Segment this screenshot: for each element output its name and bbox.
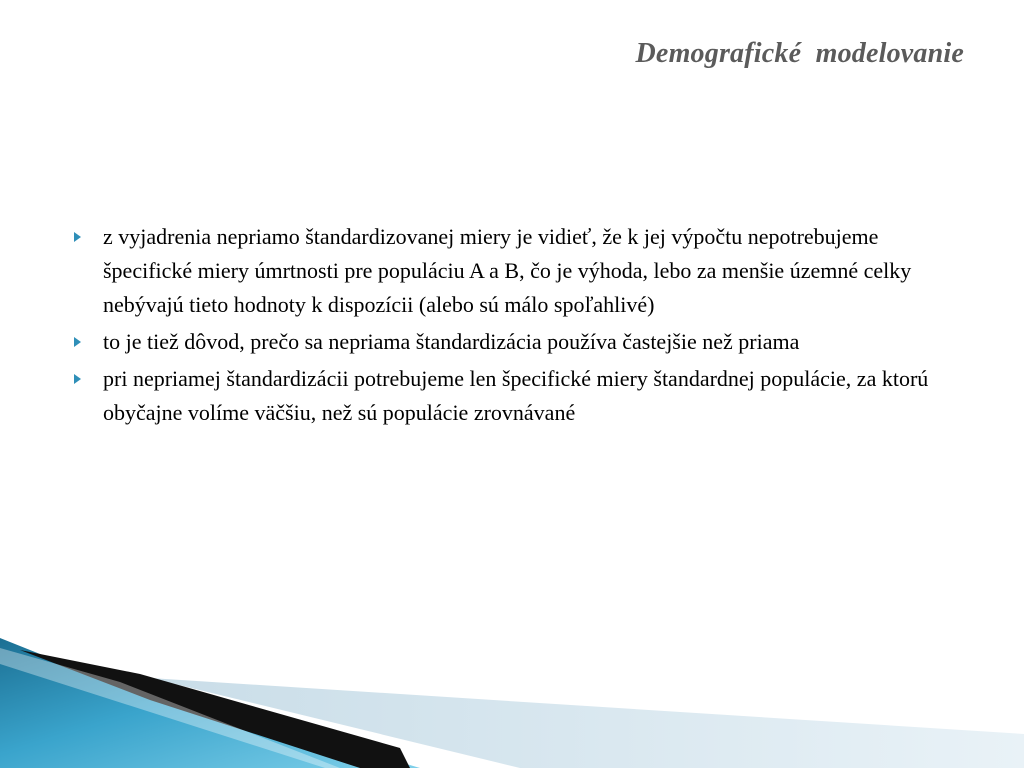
bullet-item [72, 220, 962, 322]
triangle-right-icon [74, 374, 81, 384]
bullet-item [72, 325, 962, 359]
triangle-right-icon [74, 337, 81, 347]
bullet-text: to je tiež dôvod, prečo sa nepriama štandardizácia používa častejšie než priama [103, 329, 800, 354]
bullet-list [72, 220, 962, 433]
bullet-text: pri nepriamej štandardizácii potrebujeme len špecifické miery štandardnej populácie, za ktorú obyčajne volíme väčšiu, než sú populácie zrovnávané [103, 366, 929, 425]
bullet-text: z vyjadrenia nepriamo štandardizovanej miery je vidieť, že k jej výpočtu nepotrebujeme špecifické miery úmrtnosti pre populáciu A a B, čo je výhoda, lebo za menšie územné celky nebývajú tieto hodnoty k dispozícii (alebo sú málo spoľahlivé) [103, 224, 912, 317]
decorative-wave-footer [0, 638, 1024, 768]
bullet-item [72, 362, 962, 430]
slide-title: Demografické modelovanie [635, 38, 964, 69]
triangle-right-icon [74, 232, 81, 242]
